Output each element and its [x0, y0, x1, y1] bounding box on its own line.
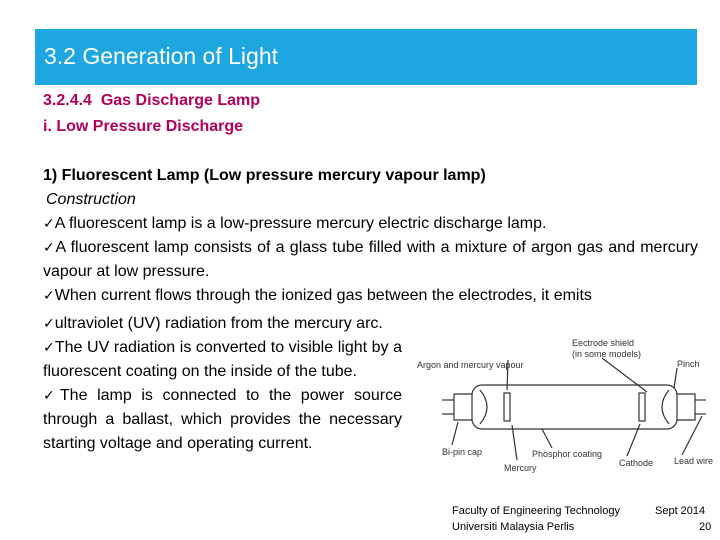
leader-mercury	[512, 425, 517, 460]
right-cap	[677, 394, 695, 420]
section-heading: i. Low Pressure Discharge	[43, 118, 244, 135]
bullet-5	[43, 336, 402, 384]
leader-cap	[452, 422, 458, 445]
left-pinch	[480, 390, 487, 424]
leader-pinch	[674, 368, 677, 388]
label-cathode: Cathode	[619, 458, 654, 468]
slide-title: 3.2 Generation of Light	[44, 43, 278, 69]
left-column	[43, 312, 402, 456]
left-electrode	[504, 393, 510, 421]
check-icon: ✓	[43, 388, 60, 404]
fluorescent-lamp-diagram	[412, 330, 717, 495]
bullet-text: A fluorescent lamp consists of a glass tube filled with a mixture of argon gas and mercury vapour at low pressure.	[43, 239, 699, 280]
leader-shield	[602, 358, 647, 392]
label-lead-wire: Lead wire	[674, 456, 714, 466]
lamp-heading: 1) Fluorescent Lamp (Low pressure mercury vapour lamp)	[43, 167, 486, 184]
footer-date: Sept 2014	[655, 505, 706, 517]
footer-faculty: Faculty of Engineering Technology	[452, 505, 620, 517]
check-icon: ✓	[43, 216, 55, 232]
label-phosphor: Phosphor coating	[532, 449, 603, 459]
title-bar	[35, 29, 697, 85]
bullet-3	[43, 284, 698, 308]
bullet-6	[43, 384, 402, 456]
footer-university: Universiti Malaysia Perlis	[452, 521, 575, 533]
bullet-text: The lamp is connected to the power source through a ballast, which provides the necessary starting voltage and operating current.	[43, 387, 402, 452]
bullet-1	[43, 212, 698, 236]
check-icon: ✓	[43, 240, 56, 256]
footer-page-number: 20	[699, 521, 712, 533]
label-electrode-shield: Eectrode shield	[572, 338, 635, 348]
bullet-text: ultraviolet (UV) radiation from the mercury arc.	[54, 315, 383, 332]
label-mercury: Mercury	[504, 463, 537, 473]
construction-label: Construction	[46, 191, 136, 208]
bullet-text: A fluorescent lamp is a low-pressure mercury electric discharge lamp.	[54, 215, 547, 232]
check-icon: ✓	[43, 340, 55, 356]
check-icon: ✓	[43, 316, 55, 332]
label-argon-mercury: Argon and mercury vapour	[417, 360, 524, 370]
leader-lead	[682, 416, 702, 455]
left-cap	[454, 394, 472, 420]
label-pinch: Pinch	[677, 359, 700, 369]
label-bi-pin-cap: Bi-pin cap	[442, 447, 483, 457]
bullet-text: When current flows through the ionized gas between the electrodes, it emits	[54, 287, 592, 304]
right-pinch	[662, 390, 669, 424]
bullet-4	[43, 312, 402, 336]
subtitle-heading: 3.2.4.4 Gas Discharge Lamp	[43, 92, 260, 109]
check-icon: ✓	[43, 288, 55, 304]
bullet-2	[43, 236, 698, 284]
label-in-some-models: (in some models)	[572, 349, 642, 359]
leader-phosphor	[542, 429, 552, 448]
right-electrode	[639, 393, 645, 421]
bullet-text: The UV radiation is converted to visible light by a fluorescent coating on the inside of the tube.	[43, 339, 403, 380]
